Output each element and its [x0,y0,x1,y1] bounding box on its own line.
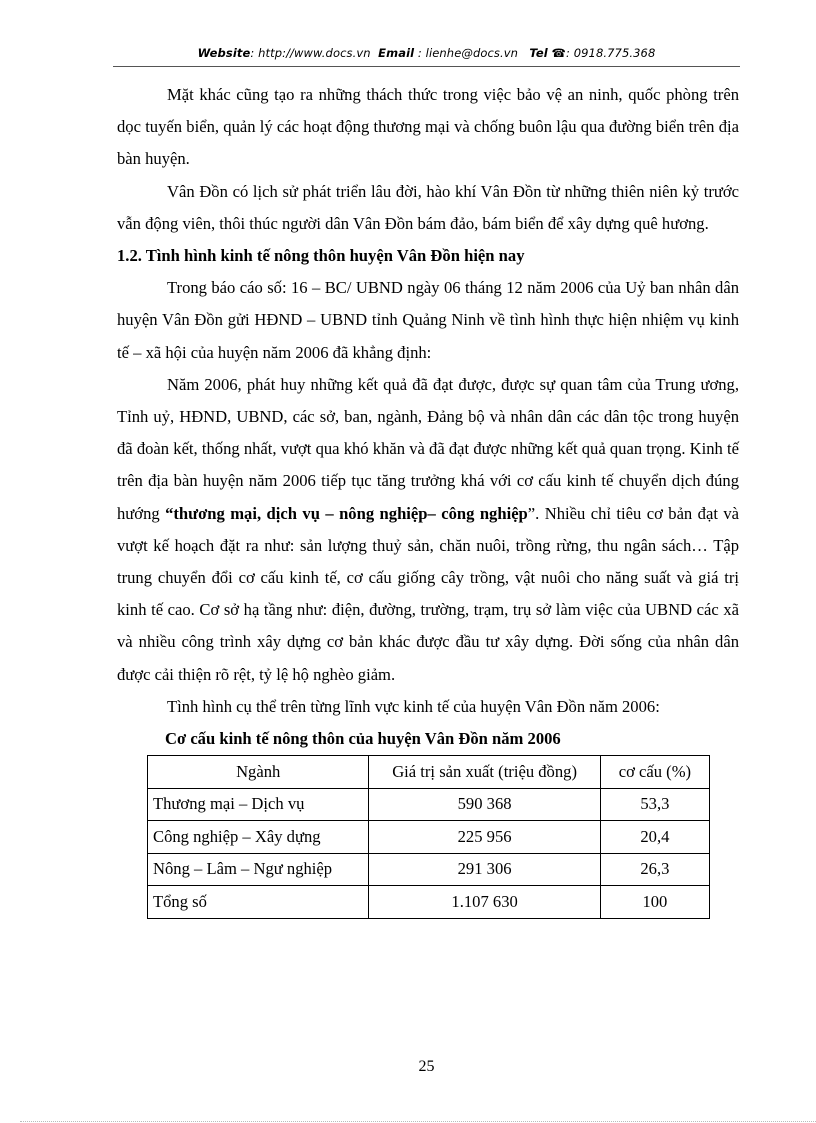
email-value: : lienhe@docs.vn [417,46,519,60]
table-row-total [148,886,710,919]
paragraph-5: Tình hình cụ thể trên từng lĩnh vực kinh tế của huyện Vân Đồn năm 2006: [167,696,660,716]
website-label: Website [197,46,251,60]
paragraph-1: Mặt khác cũng tạo ra những thách thức trong việc bảo vệ an ninh, quốc phòng trên dọc tuyến biển, quản lý các hoạt động thương mại và chống buôn lậu qua đường biển trên địa bàn huyện. [117,85,739,169]
cell-share: 100 [600,886,709,919]
phone-icon: ☎ [551,46,566,60]
website-value: : http://www.docs.vn [250,46,371,60]
paragraph-2: Vân Đồn có lịch sử phát triển lâu đời, hào khí Vân Đồn từ những thiên niên kỷ trước vẫn động viên, thôi thúc người dân Vân Đồn bám đảo, bám biển để xây dựng quê hương. [117,181,739,233]
header-rule [113,66,740,67]
tel-value: : 0918.775.368 [565,46,656,60]
cell-sector: Tổng số [148,886,369,919]
paragraph-4-start: Năm 2006, phát huy những kết quả đã đạt được, được sự quan tâm của Trung ương, Tỉnh uỷ, HĐND, UBND, các sở, ban, ngành, Đảng bộ và nhân dân các dân tộc trong huyện đã đoàn kết, thống nhất, vượt qua khó khăn và đã đạt được những kết quả quan trọng. Kinh tế trên địa bàn huyện năm 2006 tiếp tục tăng trưởng khá với cơ cấu kinh tế chuyển dịch đúng hướng [117,374,739,523]
section-heading: 1.2. Tình hình kinh tế nông thôn huyện Vân Đồn hiện nay [117,246,525,266]
cell-sector: Nông – Lâm – Ngư nghiệp [148,853,369,886]
cell-sector: Công nghiệp – Xây dựng [148,821,369,854]
table-header-row [148,756,710,789]
cell-share: 26,3 [600,853,709,886]
page-bottom-rule [20,1121,816,1122]
paragraph-4 [117,369,739,691]
cell-sector: Thương mại – Dịch vụ [148,788,369,821]
cell-value: 590 368 [369,788,600,821]
cell-share: 53,3 [600,788,709,821]
table-row [148,821,710,854]
table-title: Cơ cấu kinh tế nông thôn của huyện Vân Đồn năm 2006 [165,729,561,749]
paragraph-3: Trong báo cáo số: 16 – BC/ UBND ngày 06 tháng 12 năm 2006 của Uỷ ban nhân dân huyện Vân Đồn gửi HĐND – UBND tỉnh Quảng Ninh về tình hình thực hiện nhiệm vụ kinh tế – xã hội của huyện năm 2006 đã khẳng định: [117,278,739,362]
table-row [148,853,710,886]
column-header-share: cơ cấu (%) [600,756,709,789]
column-header-sector: Ngành [148,756,369,789]
page-number: 25 [418,1058,435,1075]
cell-value: 1.107 630 [369,886,600,919]
economy-structure-table [147,755,710,919]
paragraph-4-bold: “thương mại, dịch vụ – nông nghiệp– công nghiệp [165,503,528,523]
email-label: Email [378,46,415,60]
cell-value: 225 956 [369,821,600,854]
paragraph-4-end: ”. Nhiều chỉ tiêu cơ bản đạt và vượt kế hoạch đặt ra như: sản lượng thuỷ sản, chăn nuôi, trồng rừng, thu ngân sách… Tập trung chuyển đổi cơ cấu kinh tế, cơ cấu giống cây trồng, vật nuôi cho năng suất và giá trị kinh tế cao. Cơ sở hạ tầng như: điện, đường, trường, trạm, trụ sở làm việc của UBND các xã và nhiều công trình xây dựng cơ bản khác được đầu tư xây dựng. Đời sống của nhân dân được cải thiện rõ rệt, tỷ lệ hộ nghèo giảm. [117,503,740,684]
tel-label: Tel [529,46,548,60]
column-header-value: Giá trị sản xuất (triệu đồng) [369,756,600,789]
document-body [117,79,739,919]
table-row [148,788,710,821]
cell-share: 20,4 [600,821,709,854]
cell-value: 291 306 [369,853,600,886]
page-header [113,46,740,60]
